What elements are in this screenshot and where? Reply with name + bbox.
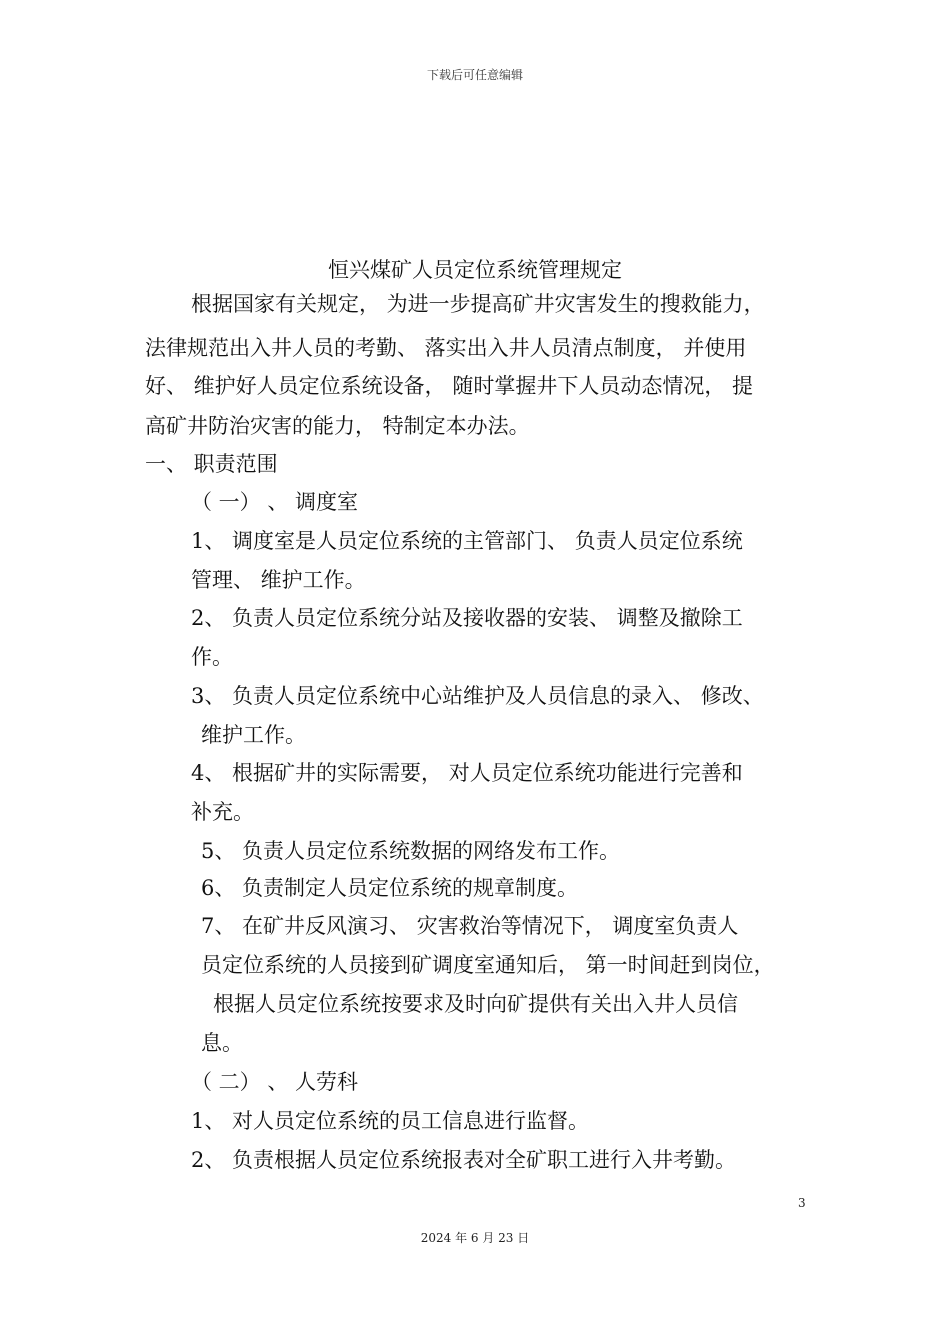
intro-line: 法律规范出入井人员的考勤、 落实出入井人员清点制度， 并使用 [145, 336, 747, 360]
subsection-heading: （ 一） 、 调度室 [191, 490, 359, 514]
list-item: 1、 调度室是人员定位系统的主管部门、 负责人员定位系统 [191, 529, 743, 553]
footer-date: 2024 年 6 月 23 日 [420, 1231, 530, 1245]
list-item: 6、 负责制定人员定位系统的规章制度。 [201, 876, 579, 900]
document-title: 恒兴煤矿人员定位系统管理规定 [328, 258, 622, 282]
list-item: 4、 根据矿井的实际需要， 对人员定位系统功能进行完善和 [191, 761, 743, 785]
list-item: 1、 对人员定位系统的员工信息进行监督。 [191, 1109, 590, 1133]
intro-line: 高矿井防治灾害的能力， 特制定本办法。 [145, 414, 530, 438]
intro-line: 根据国家有关规定， 为进一步提高矿井灾害发生的搜救能力， [191, 292, 765, 316]
subsection-heading: （ 二） 、 人劳科 [191, 1070, 359, 1094]
list-item-continuation: 息。 [201, 1031, 243, 1055]
list-item-continuation: 根据人员定位系统按要求及时向矿提供有关出入井人员信 [213, 992, 738, 1016]
list-item-continuation: 补充。 [191, 800, 254, 824]
list-item: 3、 负责人员定位系统中心站维护及人员信息的录入、 修改、 [191, 684, 764, 708]
list-item-continuation: 管理、 维护工作。 [191, 568, 366, 592]
list-item: 5、 负责人员定位系统数据的网络发布工作。 [201, 839, 621, 863]
intro-line: 好、 维护好人员定位系统设备， 随时掌握井下人员动态情况， 提 [145, 374, 754, 398]
page-number: 3 [798, 1196, 806, 1210]
list-item: 2、 负责根据人员定位系统报表对全矿职工进行入井考勤。 [191, 1148, 737, 1172]
list-item-continuation: 维护工作。 [201, 723, 306, 747]
list-item-continuation: 员定位系统的人员接到矿调度室通知后， 第一时间赶到岗位， [201, 953, 775, 977]
list-item: 2、 负责人员定位系统分站及接收器的安装、 调整及撤除工 [191, 606, 743, 630]
list-item: 7、 在矿井反风演习、 灾害救治等情况下， 调度室负责人 [201, 914, 739, 938]
section-heading: 一、 职责范围 [145, 452, 278, 476]
list-item-continuation: 作。 [191, 645, 233, 669]
header-note: 下载后可任意编辑 [426, 68, 523, 82]
